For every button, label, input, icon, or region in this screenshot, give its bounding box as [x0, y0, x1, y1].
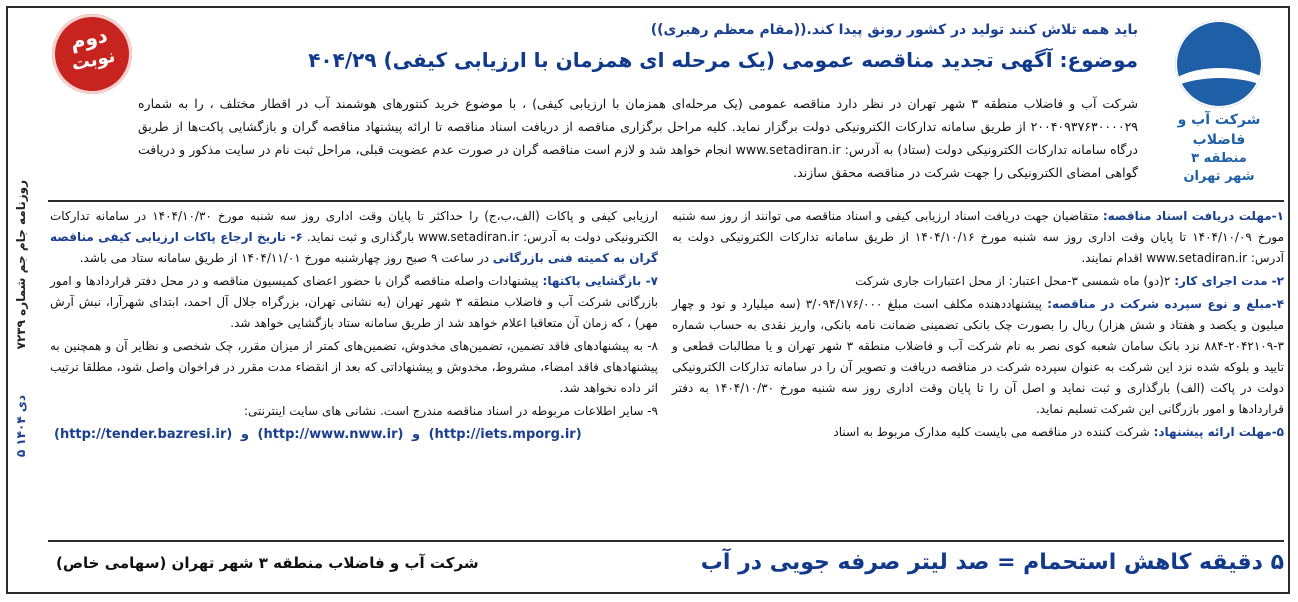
item-2 — [672, 271, 1284, 292]
item-heading: ۷- بازگشایی پاکتها: — [542, 274, 658, 288]
logo-company-name: شرکت آب و فاضلاب — [1177, 112, 1261, 148]
item-text: ۲(دو) ماه شمسی ۳-محل اعتبار: از محل اعتبارات جاری شرکت — [855, 274, 1171, 288]
item-text: ارزیابی کیفی و پاکات (الف،ب،ج) را حداکثر تا پایان وقت اداری روز سه شنبه مورخ ۱۴۰۴/۱۰/۳۰ در سامانه تدارکات الکترونیکی دولت به آدرس: www.setadiran.ir بارگذاری و ثبت نماید. — [50, 209, 658, 244]
left-column — [50, 206, 658, 445]
item-text: پیشنهادات واصله مناقصه گران با حضور اعضای کمیسیون مناقصه و در محل دفتر قراردادها و امور بازرگانی شرکت آب و فاضلاب منطقه ۳ شهر تهران (به نشانی تهران، بزرگراه جلال آل احمد، ابتدای شهرآرا، نبش آرش مهر) ، که زمان آن متعاقبا اعلام خواهد شد از طریق سامانه ستاد بازگشایی خواهد شد. — [50, 274, 659, 330]
intro-paragraph: شرکت آب و فاضلاب منطقه ۳ شهر تهران در نظر دارد مناقصه عمومی (یک مرحله‌ای همزمان با ارزیابی کیفی) ، با موضوع خرید کنتورهای هوشمند آب در اقطار مختلف ، را به شماره ۲۰۰۴۰۹۳۷۶۳۰۰۰۰۲۹ از طریق سامانه تدارکات الکترونیکی دولت برگزار نماید. کلیه مراحل برگزاری مناقصه از دریافت اسناد مناقصه تا ارائه پیشنهاد مناقصه گران و بازگشایی پاکت‌ها از طریق درگاه سامانه تدارکات الکترونیکی دولت (ستاد) به آدرس: www.setadiran.ir انجام خواهد شد و لازم است مناقصه گران در صورت عدم عضویت قبلی، مراحل ثبت نام در سایت مذکور و دریافت گواهی امضای الکترونیکی را جهت شرکت در مناقصه محقق سازند. — [138, 96, 1138, 180]
side-strip — [10, 180, 38, 500]
item-8 — [50, 336, 658, 399]
badge-line1: دوم — [67, 22, 110, 54]
item-heading: ۵-مهلت ارائه پیشنهاد: — [1153, 425, 1284, 439]
item-1 — [672, 206, 1284, 269]
leader-quote: باید همه تلاش کنند تولید در کشور رونق پیدا کند.((مقام معظم رهبری)) — [650, 22, 1138, 38]
link-nww[interactable]: (http://www.nww.ir) — [257, 427, 404, 442]
water-saving-slogan: ۵ دقیقه کاهش استحمام = صد لیتر صرفه جویی در آب — [700, 550, 1284, 575]
item-7 — [50, 271, 658, 334]
item-heading: ۹- سایر اطلاعات مربوطه در اسناد مناقصه مندرج است. نشانی های سایت اینترنتی: — [243, 404, 658, 418]
water-drop-wave-logo-icon — [1175, 20, 1263, 108]
company-signature: شرکت آب و فاضلاب منطقه ۳ شهر تهران (سهامی خاص) — [56, 554, 479, 572]
item-text: شرکت کننده در مناقصه می بایست کلیه مدارک مربوط به اسناد — [833, 425, 1150, 439]
item-text: پیشنهاددهنده مکلف است مبلغ ۳/۰۹۴/۱۷۶/۰۰۰ (سه میلیارد و نود و چهار میلیون و یکصد و هفتاد و شش هزار) ریال را بصورت چک بانکی تضمینی ضمانت نامه بانکی، واریز نقدی به حساب شماره ۳-۲۰۴۲۱۰۹-۸۸۴ نزد بانک سامان شعبه کوی نصر به نام شرکت آب و فاضلاب منطقه ۳ شهر تهران و یا مطالبات قطعی و تایید و بلوکه شده نزد این شرکت به عنوان سپرده شرکت در مناقصه دریافت و تصویر آن را در سامانه تدارکات الکترونیکی دولت در پاکت (الف) بارگذاری و ثبت نماید و اصل آن را تا پایان وقت اداری روز سه شنبه مورخ ۱۴۰۴/۱۰/۳۰ به دفتر قراردادها و امور بازرگانی این شرکت تسلیم نماید. — [672, 297, 1284, 416]
divider — [48, 200, 1284, 202]
logo-region: منطقه ۳ — [1191, 151, 1247, 166]
right-column — [672, 206, 1284, 445]
item-4 — [672, 294, 1284, 420]
item-text: در ساعت ۹ صبح روز چهارشنبه مورخ ۱۴۰۴/۱۱/۰۱ از طریق سامانه ستاد می باشد. — [79, 251, 489, 265]
item-text: متقاضیان جهت دریافت اسناد ارزیابی کیفی و اسناد مناقصه می توانند از روز سه شنبه مورخ ۱۴۰۴/۱۰/۰۹ تا پایان وقت اداری روز سه شنبه مورخ ۱۴۰۴/۱۰/۱۶ از طریق سامانه تدارکات الکترونیکی دولت به آدرس: www.setadiran.ir اقدام نمایند. — [672, 209, 1284, 265]
link-separator: و — [240, 427, 249, 442]
item-heading: ۲- مدت اجرای کار: — [1174, 274, 1284, 288]
footer — [48, 540, 1284, 588]
link-tender-bazresi[interactable]: (http://tender.bazresi.ir) — [54, 427, 233, 442]
logo-city: شهر تهران — [1183, 169, 1255, 184]
company-logo — [1154, 14, 1284, 184]
item-5 — [672, 422, 1284, 443]
item-text: ۸- به پیشنهادهای فاقد تضمین، تضمین‌های مخدوش، تضمین‌های کمتر از میزان مقرر، چک شخصی و نظایر آن و همچنین به پیشنهادهای فاقد امضاء، مشروط، مخدوش و پیشنهاداتی که بعد از انقضاء مدت مقرر در فراخوان واصل شود، مطلقا ترتیب اثر داده نخواهد شد. — [50, 339, 658, 395]
item-9 — [50, 401, 658, 422]
page-title: موضوع: آگهی تجدید مناقصه عمومی (یک مرحله ای همزمان با ارزیابی کیفی) ۴۰۴/۲۹ — [308, 48, 1138, 72]
link-separator: و — [411, 427, 421, 442]
newspaper-label: روزنامه جام جم شماره ۷۲۳۹ — [14, 180, 28, 350]
item-heading: ۶- تاریخ ارجاع پاکات ارزیابی کیفی مناقصه گران به کمیته فنی بازرگانی — [50, 230, 658, 265]
link-iets-mporg[interactable]: (http://iets.mporg.ir) — [428, 427, 582, 442]
publish-date: ۵ دی ۱۴۰۴ — [14, 395, 28, 458]
badge-line2: نوبت — [69, 45, 117, 76]
website-links — [50, 424, 658, 445]
item-heading: ۱-مهلت دریافت اسناد مناقصه: — [1102, 209, 1284, 223]
item-heading: ۴-مبلغ و نوع سپرده شرکت در مناقصه: — [1047, 297, 1285, 311]
item-5-cont — [50, 206, 658, 269]
